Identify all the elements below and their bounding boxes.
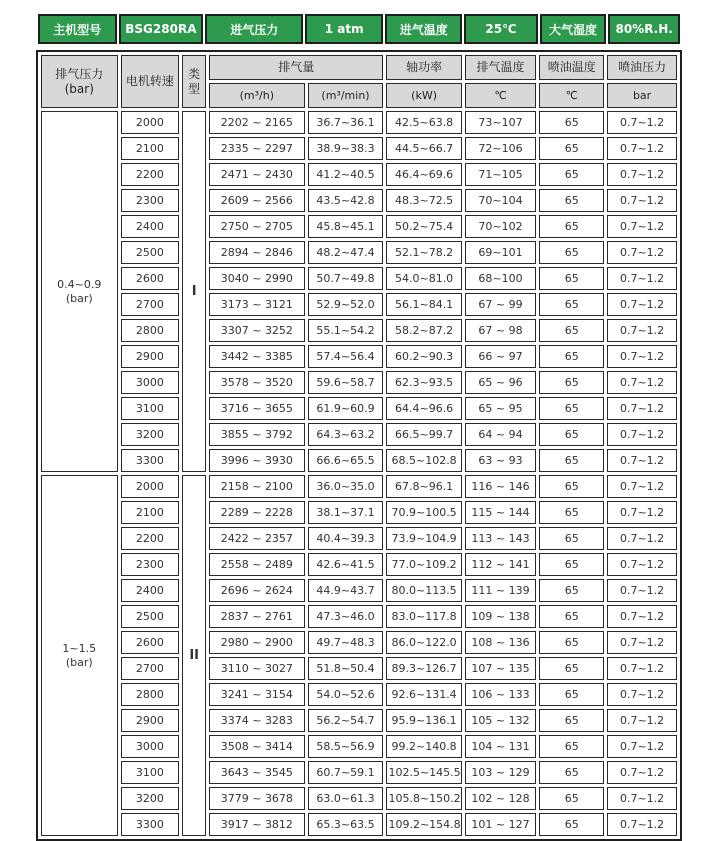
capacity-m3h-cell: 3110 ~ 3027 (209, 657, 304, 680)
shaft-power-cell: 89.3~126.7 (386, 657, 461, 680)
capacity-m3min-cell: 61.9~60.9 (308, 397, 384, 420)
discharge-temp-cell: 103 ~ 129 (465, 761, 537, 784)
discharge-temp-cell: 101 ~ 127 (465, 813, 537, 836)
shaft-power-cell: 83.0~117.8 (386, 605, 461, 628)
motor-speed-header: 电机转速 (121, 55, 180, 108)
capacity-m3min-cell: 60.7~59.1 (308, 761, 384, 784)
capacity-m3min-cell: 63.0~61.3 (308, 787, 384, 810)
table-row (41, 267, 677, 290)
oil-temp-cell: 65 (539, 553, 604, 576)
oil-pressure-cell: 0.7~1.2 (607, 189, 677, 212)
inlet-temp-label: 进气温度 (385, 14, 462, 44)
discharge-temp-cell: 102 ~ 128 (465, 787, 537, 810)
table-row (41, 761, 677, 784)
spec-table-body (41, 111, 677, 836)
capacity-m3min-cell: 55.1~54.2 (308, 319, 384, 342)
pressure-range-cell: 1~1.5 (bar) (41, 475, 118, 836)
capacity-m3min-cell: 51.8~50.4 (308, 657, 384, 680)
table-row (41, 397, 677, 420)
shaft-power-cell: 102.5~145.5 (386, 761, 461, 784)
shaft-power-cell: 70.9~100.5 (386, 501, 461, 524)
discharge-temp-cell: 113 ~ 143 (465, 527, 537, 550)
table-row (41, 813, 677, 836)
shaft-power-cell: 50.2~75.4 (386, 215, 461, 238)
capacity-m3min-cell: 44.9~43.7 (308, 579, 384, 602)
capacity-m3min-cell: 43.5~42.8 (308, 189, 384, 212)
discharge-temp-cell: 104 ~ 131 (465, 735, 537, 758)
discharge-temp-cell: 65 ~ 96 (465, 371, 537, 394)
discharge-temp-cell: 116 ~ 146 (465, 475, 537, 498)
capacity-m3h-cell: 2289 ~ 2228 (209, 501, 304, 524)
motor-speed-cell: 2100 (121, 501, 180, 524)
oil-temp-cell: 65 (539, 267, 604, 290)
motor-speed-cell: 3200 (121, 423, 180, 446)
capacity-m3h-cell: 3374 ~ 3283 (209, 709, 304, 732)
oil-temp-cell: 65 (539, 501, 604, 524)
oil-temp-cell: 65 (539, 813, 604, 836)
capacity-m3min-cell: 38.9~38.3 (308, 137, 384, 160)
humidity-label: 大气湿度 (540, 14, 607, 44)
oil-pressure-cell: 0.7~1.2 (607, 735, 677, 758)
inlet-temp-value: 25℃ (464, 14, 537, 44)
capacity-m3min-cell: 64.3~63.2 (308, 423, 384, 446)
shaft-power-cell: 105.8~150.2 (386, 787, 461, 810)
oil-temp-cell: 65 (539, 293, 604, 316)
oil-pressure-cell: 0.7~1.2 (607, 579, 677, 602)
table-row (41, 631, 677, 654)
spec-sheet (36, 12, 682, 841)
discharge-temp-cell: 106 ~ 133 (465, 683, 537, 706)
capacity-m3h-cell: 3917 ~ 3812 (209, 813, 304, 836)
oil-temp-cell: 65 (539, 423, 604, 446)
discharge-temp-cell: 105 ~ 132 (465, 709, 537, 732)
oil-pressure-cell: 0.7~1.2 (607, 449, 677, 472)
discharge-temp-cell: 66 ~ 97 (465, 345, 537, 368)
capacity-m3h-cell: 2158 ~ 2100 (209, 475, 304, 498)
shaft-power-cell: 92.6~131.4 (386, 683, 461, 706)
oil-temp-cell: 65 (539, 527, 604, 550)
oil-pressure-cell: 0.7~1.2 (607, 813, 677, 836)
capacity-m3min-cell: 38.1~37.1 (308, 501, 384, 524)
oil-temp-cell: 65 (539, 371, 604, 394)
discharge-temp-cell: 112 ~ 141 (465, 553, 537, 576)
shaft-power-cell: 73.9~104.9 (386, 527, 461, 550)
capacity-m3min-cell: 58.5~56.9 (308, 735, 384, 758)
oil-temp-unit: ℃ (539, 83, 604, 108)
oil-pressure-cell: 0.7~1.2 (607, 605, 677, 628)
oil-pressure-unit: bar (607, 83, 677, 108)
motor-speed-cell: 3100 (121, 761, 180, 784)
oil-pressure-cell: 0.7~1.2 (607, 319, 677, 342)
capacity-m3h-cell: 2422 ~ 2357 (209, 527, 304, 550)
motor-speed-cell: 3100 (121, 397, 180, 420)
shaft-power-cell: 54.0~81.0 (386, 267, 461, 290)
shaft-power-cell: 48.3~72.5 (386, 189, 461, 212)
table-row (41, 345, 677, 368)
capacity-m3h-cell: 3855 ~ 3792 (209, 423, 304, 446)
oil-pressure-cell: 0.7~1.2 (607, 241, 677, 264)
motor-speed-cell: 3000 (121, 371, 180, 394)
shaft-power-cell: 46.4~69.6 (386, 163, 461, 186)
capacity-m3h-cell: 2609 ~ 2566 (209, 189, 304, 212)
oil-temp-cell: 65 (539, 605, 604, 628)
discharge-temp-cell: 67 ~ 99 (465, 293, 537, 316)
discharge-temp-cell: 71~105 (465, 163, 537, 186)
oil-temp-cell: 65 (539, 241, 604, 264)
shaft-power-cell: 60.2~90.3 (386, 345, 461, 368)
motor-speed-cell: 3200 (121, 787, 180, 810)
oil-temp-cell: 65 (539, 111, 604, 134)
capacity-m3h-cell: 3643 ~ 3545 (209, 761, 304, 784)
table-row (41, 293, 677, 316)
table-row (41, 527, 677, 550)
shaft-power-cell: 52.1~78.2 (386, 241, 461, 264)
motor-speed-cell: 2000 (121, 475, 180, 498)
capacity-unit-m3min: (m³/min) (308, 83, 384, 108)
motor-speed-cell: 2300 (121, 553, 180, 576)
capacity-m3h-cell: 2750 ~ 2705 (209, 215, 304, 238)
oil-pressure-cell: 0.7~1.2 (607, 215, 677, 238)
capacity-m3min-cell: 40.4~39.3 (308, 527, 384, 550)
oil-temp-cell: 65 (539, 657, 604, 680)
shaft-power-cell: 80.0~113.5 (386, 579, 461, 602)
oil-pressure-cell: 0.7~1.2 (607, 709, 677, 732)
motor-speed-cell: 2000 (121, 111, 180, 134)
discharge-temp-cell: 72~106 (465, 137, 537, 160)
capacity-m3min-cell: 56.2~54.7 (308, 709, 384, 732)
discharge-temp-cell: 108 ~ 136 (465, 631, 537, 654)
shaft-power-cell: 68.5~102.8 (386, 449, 461, 472)
motor-speed-cell: 2500 (121, 241, 180, 264)
table-row (41, 657, 677, 680)
table-row (41, 163, 677, 186)
motor-speed-cell: 2800 (121, 319, 180, 342)
table-row (41, 137, 677, 160)
motor-speed-cell: 2400 (121, 215, 180, 238)
table-row (41, 319, 677, 342)
capacity-m3h-cell: 2837 ~ 2761 (209, 605, 304, 628)
capacity-m3h-cell: 3241 ~ 3154 (209, 683, 304, 706)
capacity-m3h-cell: 3779 ~ 3678 (209, 787, 304, 810)
oil-pressure-header: 喷油压力 (607, 55, 677, 80)
shaft-power-cell: 95.9~136.1 (386, 709, 461, 732)
table-row (41, 579, 677, 602)
motor-speed-cell: 2100 (121, 137, 180, 160)
oil-pressure-cell: 0.7~1.2 (607, 631, 677, 654)
oil-temp-cell: 65 (539, 475, 604, 498)
capacity-m3min-cell: 65.3~63.5 (308, 813, 384, 836)
oil-temp-cell: 65 (539, 189, 604, 212)
shaft-power-cell: 67.8~96.1 (386, 475, 461, 498)
oil-temp-cell: 65 (539, 449, 604, 472)
capacity-m3min-cell: 54.0~52.6 (308, 683, 384, 706)
capacity-m3h-cell: 2980 ~ 2900 (209, 631, 304, 654)
discharge-temp-header: 排气温度 (465, 55, 537, 80)
oil-temp-cell: 65 (539, 137, 604, 160)
type-cell: II (182, 475, 206, 836)
spec-table-block (36, 50, 682, 841)
discharge-temp-cell: 68~100 (465, 267, 537, 290)
table-row (41, 709, 677, 732)
capacity-m3min-cell: 36.7~36.1 (308, 111, 384, 134)
oil-temp-cell: 65 (539, 397, 604, 420)
capacity-m3min-cell: 41.2~40.5 (308, 163, 384, 186)
discharge-temp-cell: 70~104 (465, 189, 537, 212)
discharge-temp-cell: 69~101 (465, 241, 537, 264)
humidity-value: 80%R.H. (608, 14, 680, 44)
capacity-m3min-cell: 45.8~45.1 (308, 215, 384, 238)
shaft-power-cell: 42.5~63.8 (386, 111, 461, 134)
host-model-value: BSG280RA (119, 14, 204, 44)
shaft-power-cell: 99.2~140.8 (386, 735, 461, 758)
oil-pressure-cell: 0.7~1.2 (607, 345, 677, 368)
capacity-m3min-cell: 49.7~48.3 (308, 631, 384, 654)
inlet-pressure-label: 进气压力 (205, 14, 303, 44)
oil-temp-cell: 65 (539, 631, 604, 654)
capacity-m3h-cell: 2202 ~ 2165 (209, 111, 304, 134)
table-row (41, 553, 677, 576)
capacity-header: 排气量 (209, 55, 383, 80)
shaft-power-cell: 56.1~84.1 (386, 293, 461, 316)
capacity-m3h-cell: 2894 ~ 2846 (209, 241, 304, 264)
capacity-m3h-cell: 3578 ~ 3520 (209, 371, 304, 394)
capacity-m3h-cell: 3307 ~ 3252 (209, 319, 304, 342)
capacity-m3h-cell: 3508 ~ 3414 (209, 735, 304, 758)
capacity-m3h-cell: 3716 ~ 3655 (209, 397, 304, 420)
discharge-temp-cell: 67 ~ 98 (465, 319, 537, 342)
motor-speed-cell: 3300 (121, 449, 180, 472)
capacity-m3min-cell: 42.6~41.5 (308, 553, 384, 576)
capacity-m3min-cell: 66.6~65.5 (308, 449, 384, 472)
oil-temp-cell: 65 (539, 345, 604, 368)
condition-header-row (38, 14, 680, 44)
capacity-m3h-cell: 2335 ~ 2297 (209, 137, 304, 160)
oil-pressure-cell: 0.7~1.2 (607, 137, 677, 160)
type-header-char1: 类 (188, 66, 201, 81)
oil-pressure-cell: 0.7~1.2 (607, 501, 677, 524)
oil-temp-cell: 65 (539, 709, 604, 732)
motor-speed-cell: 2900 (121, 345, 180, 368)
motor-speed-cell: 3300 (121, 813, 180, 836)
capacity-m3h-cell: 2471 ~ 2430 (209, 163, 304, 186)
discharge-temp-cell: 65 ~ 95 (465, 397, 537, 420)
capacity-unit-m3h: (m³/h) (209, 83, 304, 108)
discharge-temp-cell: 64 ~ 94 (465, 423, 537, 446)
oil-pressure-cell: 0.7~1.2 (607, 683, 677, 706)
oil-temp-cell: 65 (539, 215, 604, 238)
shaft-power-cell: 44.5~66.7 (386, 137, 461, 160)
shaft-power-cell: 77.0~109.2 (386, 553, 461, 576)
discharge-pressure-header-line1: 排气压力 (55, 66, 104, 81)
motor-speed-cell: 2500 (121, 605, 180, 628)
table-row (41, 787, 677, 810)
pressure-range-cell: 0.4~0.9 (bar) (41, 111, 118, 472)
discharge-temp-cell: 111 ~ 139 (465, 579, 537, 602)
type-header-char2: 型 (188, 81, 201, 96)
oil-temp-cell: 65 (539, 683, 604, 706)
capacity-m3min-cell: 59.6~58.7 (308, 371, 384, 394)
oil-temp-cell: 65 (539, 163, 604, 186)
table-row (41, 371, 677, 394)
oil-pressure-cell: 0.7~1.2 (607, 397, 677, 420)
motor-speed-cell: 2400 (121, 579, 180, 602)
motor-speed-cell: 2300 (121, 189, 180, 212)
capacity-m3h-cell: 3040 ~ 2990 (209, 267, 304, 290)
oil-temp-cell: 65 (539, 761, 604, 784)
oil-pressure-cell: 0.7~1.2 (607, 761, 677, 784)
capacity-m3min-cell: 52.9~52.0 (308, 293, 384, 316)
oil-pressure-cell: 0.7~1.2 (607, 111, 677, 134)
inlet-pressure-value: 1 atm (305, 14, 383, 44)
oil-temp-cell: 65 (539, 319, 604, 342)
shaft-power-cell: 109.2~154.8 (386, 813, 461, 836)
spec-table-header (41, 55, 677, 108)
oil-pressure-cell: 0.7~1.2 (607, 553, 677, 576)
capacity-m3min-cell: 50.7~49.8 (308, 267, 384, 290)
type-header (182, 55, 206, 108)
capacity-m3min-cell: 36.0~35.0 (308, 475, 384, 498)
capacity-m3h-cell: 2558 ~ 2489 (209, 553, 304, 576)
table-row (41, 501, 677, 524)
host-model-label: 主机型号 (38, 14, 117, 44)
oil-pressure-cell: 0.7~1.2 (607, 267, 677, 290)
capacity-m3h-cell: 2696 ~ 2624 (209, 579, 304, 602)
shaft-power-header: 轴功率 (386, 55, 461, 80)
oil-pressure-cell: 0.7~1.2 (607, 475, 677, 498)
oil-temp-header: 喷油温度 (539, 55, 604, 80)
shaft-power-cell: 86.0~122.0 (386, 631, 461, 654)
table-row (41, 215, 677, 238)
discharge-temp-cell: 109 ~ 138 (465, 605, 537, 628)
discharge-temp-cell: 63 ~ 93 (465, 449, 537, 472)
condition-header-table (36, 12, 682, 46)
shaft-power-cell: 62.3~93.5 (386, 371, 461, 394)
discharge-temp-cell: 107 ~ 135 (465, 657, 537, 680)
shaft-power-cell: 64.4~96.6 (386, 397, 461, 420)
oil-pressure-cell: 0.7~1.2 (607, 657, 677, 680)
discharge-temp-cell: 115 ~ 144 (465, 501, 537, 524)
shaft-power-cell: 58.2~87.2 (386, 319, 461, 342)
discharge-pressure-header (41, 55, 118, 108)
table-row (41, 475, 677, 498)
table-row (41, 449, 677, 472)
motor-speed-cell: 2200 (121, 527, 180, 550)
oil-temp-cell: 65 (539, 579, 604, 602)
shaft-power-cell: 66.5~99.7 (386, 423, 461, 446)
motor-speed-cell: 2700 (121, 657, 180, 680)
discharge-pressure-header-line2: (bar) (64, 81, 94, 96)
shaft-power-unit: (kW) (386, 83, 461, 108)
oil-pressure-cell: 0.7~1.2 (607, 371, 677, 394)
capacity-m3h-cell: 3442 ~ 3385 (209, 345, 304, 368)
table-row (41, 241, 677, 264)
capacity-m3h-cell: 3996 ~ 3930 (209, 449, 304, 472)
capacity-m3h-cell: 3173 ~ 3121 (209, 293, 304, 316)
discharge-temp-unit: ℃ (465, 83, 537, 108)
motor-speed-cell: 3000 (121, 735, 180, 758)
type-cell: I (182, 111, 206, 472)
capacity-m3min-cell: 48.2~47.4 (308, 241, 384, 264)
oil-temp-cell: 65 (539, 735, 604, 758)
table-row (41, 683, 677, 706)
table-row (41, 423, 677, 446)
discharge-temp-cell: 70~102 (465, 215, 537, 238)
oil-pressure-cell: 0.7~1.2 (607, 527, 677, 550)
motor-speed-cell: 2700 (121, 293, 180, 316)
header-row-1 (41, 55, 677, 80)
oil-pressure-cell: 0.7~1.2 (607, 293, 677, 316)
motor-speed-cell: 2900 (121, 709, 180, 732)
oil-pressure-cell: 0.7~1.2 (607, 787, 677, 810)
oil-temp-cell: 65 (539, 787, 604, 810)
capacity-m3min-cell: 47.3~46.0 (308, 605, 384, 628)
motor-speed-cell: 2200 (121, 163, 180, 186)
discharge-temp-cell: 73~107 (465, 111, 537, 134)
oil-pressure-cell: 0.7~1.2 (607, 423, 677, 446)
motor-speed-cell: 2600 (121, 631, 180, 654)
table-row (41, 111, 677, 134)
spec-table (38, 52, 680, 839)
motor-speed-cell: 2800 (121, 683, 180, 706)
oil-pressure-cell: 0.7~1.2 (607, 163, 677, 186)
table-row (41, 605, 677, 628)
motor-speed-cell: 2600 (121, 267, 180, 290)
table-row (41, 189, 677, 212)
table-row (41, 735, 677, 758)
capacity-m3min-cell: 57.4~56.4 (308, 345, 384, 368)
